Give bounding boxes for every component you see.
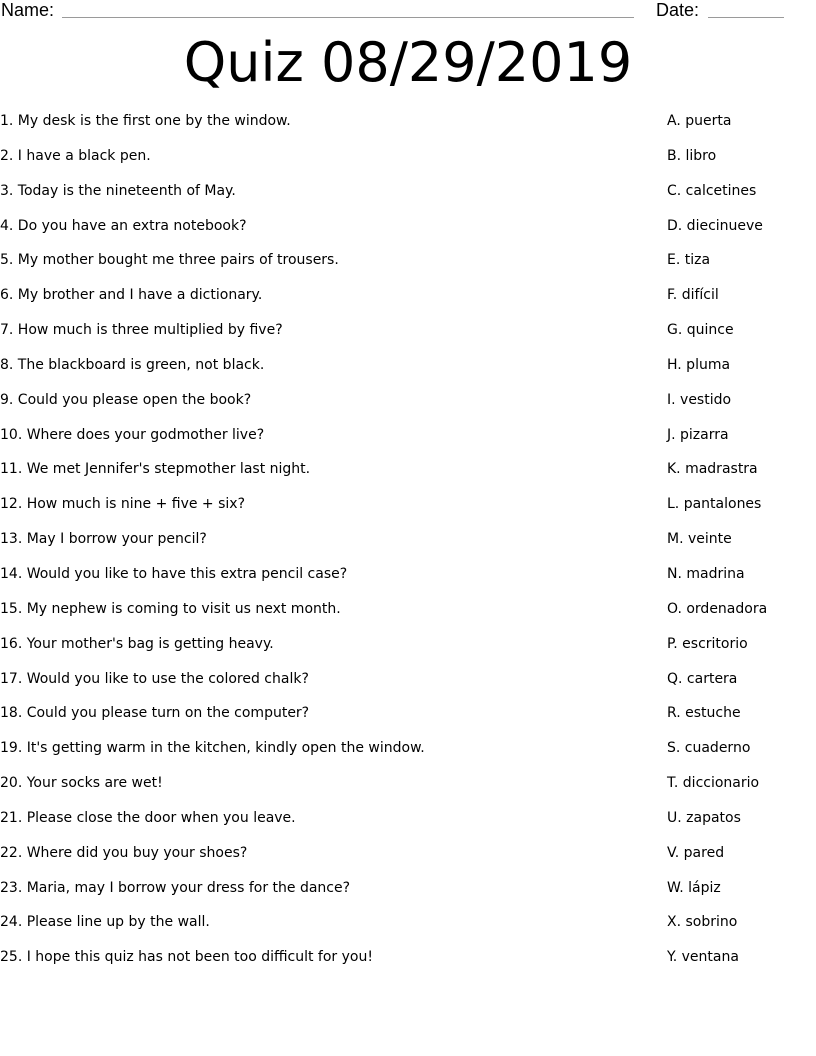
list-item <box>0 773 816 808</box>
question-text: 18. Could you please turn on the computer? <box>0 705 310 722</box>
list-item <box>0 599 816 634</box>
list-item <box>0 285 816 320</box>
list-item <box>0 947 816 982</box>
question-text: 4. Do you have an extra notebook? <box>0 217 247 234</box>
list-item <box>0 181 816 216</box>
question-text: 15. My nephew is coming to visit us next month. <box>0 600 341 617</box>
quiz-list <box>0 111 816 982</box>
answer-option: P. escritorio <box>667 635 748 652</box>
question-text: 8. The blackboard is green, not black. <box>0 356 265 373</box>
question-text: 13. May I borrow your pencil? <box>0 531 207 548</box>
question-text: 10. Where does your godmother live? <box>0 426 265 443</box>
list-item <box>0 878 816 913</box>
answer-option: O. ordenadora <box>667 600 768 617</box>
list-item <box>0 738 816 773</box>
answer-option: R. estuche <box>667 705 741 722</box>
question-text: 9. Could you please open the book? <box>0 391 252 408</box>
answer-option: N. madrina <box>667 565 745 582</box>
list-item <box>0 808 816 843</box>
list-item <box>0 634 816 669</box>
worksheet-header <box>0 0 816 24</box>
answer-option: S. cuaderno <box>667 740 751 757</box>
question-text: 11. We met Jennifer's stepmother last night. <box>0 461 311 478</box>
question-text: 20. Your socks are wet! <box>0 775 163 792</box>
answer-option: D. diecinueve <box>667 217 763 234</box>
list-item <box>0 355 816 390</box>
list-item <box>0 703 816 738</box>
answer-option: V. pared <box>667 844 725 861</box>
question-text: 3. Today is the nineteenth of May. <box>0 182 236 199</box>
question-text: 14. Would you like to have this extra pencil case? <box>0 565 348 582</box>
question-text: 17. Would you like to use the colored chalk? <box>0 670 309 687</box>
question-text: 16. Your mother's bag is getting heavy. <box>0 635 274 652</box>
question-text: 19. It's getting warm in the kitchen, kindly open the window. <box>0 740 425 757</box>
name-label: Name: <box>1 0 55 20</box>
answer-option: J. pizarra <box>667 426 729 443</box>
answer-option: Q. cartera <box>667 670 738 687</box>
question-text: 22. Where did you buy your shoes? <box>0 844 248 861</box>
list-item <box>0 669 816 704</box>
answer-option: X. sobrino <box>667 914 738 931</box>
answer-option: T. diccionario <box>667 775 760 792</box>
answer-option: C. calcetines <box>667 182 757 199</box>
list-item <box>0 564 816 599</box>
list-item <box>0 216 816 251</box>
answer-option: F. difícil <box>667 287 719 304</box>
list-item <box>0 390 816 425</box>
question-text: 12. How much is nine + five + six? <box>0 496 245 513</box>
answer-option: K. madrastra <box>667 461 758 478</box>
list-item <box>0 494 816 529</box>
list-item <box>0 459 816 494</box>
answer-option: M. veinte <box>667 531 732 548</box>
question-text: 23. Maria, may I borrow your dress for the dance? <box>0 879 351 896</box>
date-blank-line <box>708 17 784 18</box>
answer-option: W. lápiz <box>667 879 721 896</box>
question-text: 7. How much is three multiplied by five? <box>0 322 283 339</box>
list-item <box>0 250 816 285</box>
answer-option: G. quince <box>667 322 734 339</box>
question-text: 25. I hope this quiz has not been too difficult for you! <box>0 949 373 966</box>
question-text: 1. My desk is the first one by the window. <box>0 113 291 129</box>
answer-option: Y. ventana <box>667 949 739 966</box>
answer-option: U. zapatos <box>667 809 741 826</box>
page-title: Quiz 08/29/2019 <box>183 31 633 94</box>
answer-option: I. vestido <box>667 391 732 408</box>
list-item <box>0 320 816 355</box>
date-label: Date: <box>656 0 700 20</box>
question-text: 5. My mother bought me three pairs of trousers. <box>0 252 339 269</box>
question-text: 24. Please line up by the wall. <box>0 914 210 931</box>
question-text: 21. Please close the door when you leave. <box>0 809 296 826</box>
name-blank-line <box>62 17 634 18</box>
answer-option: L. pantalones <box>667 496 762 513</box>
list-item <box>0 912 816 947</box>
answer-option: H. pluma <box>667 356 731 373</box>
answer-option: B. libro <box>667 147 717 164</box>
list-item <box>0 843 816 878</box>
question-text: 6. My brother and I have a dictionary. <box>0 287 263 304</box>
list-item <box>0 529 816 564</box>
question-text: 2. I have a black pen. <box>0 147 151 164</box>
list-item <box>0 425 816 460</box>
list-item <box>0 146 816 181</box>
answer-option: A. puerta <box>667 113 732 129</box>
answer-option: E. tiza <box>667 252 711 269</box>
list-item <box>0 111 816 146</box>
